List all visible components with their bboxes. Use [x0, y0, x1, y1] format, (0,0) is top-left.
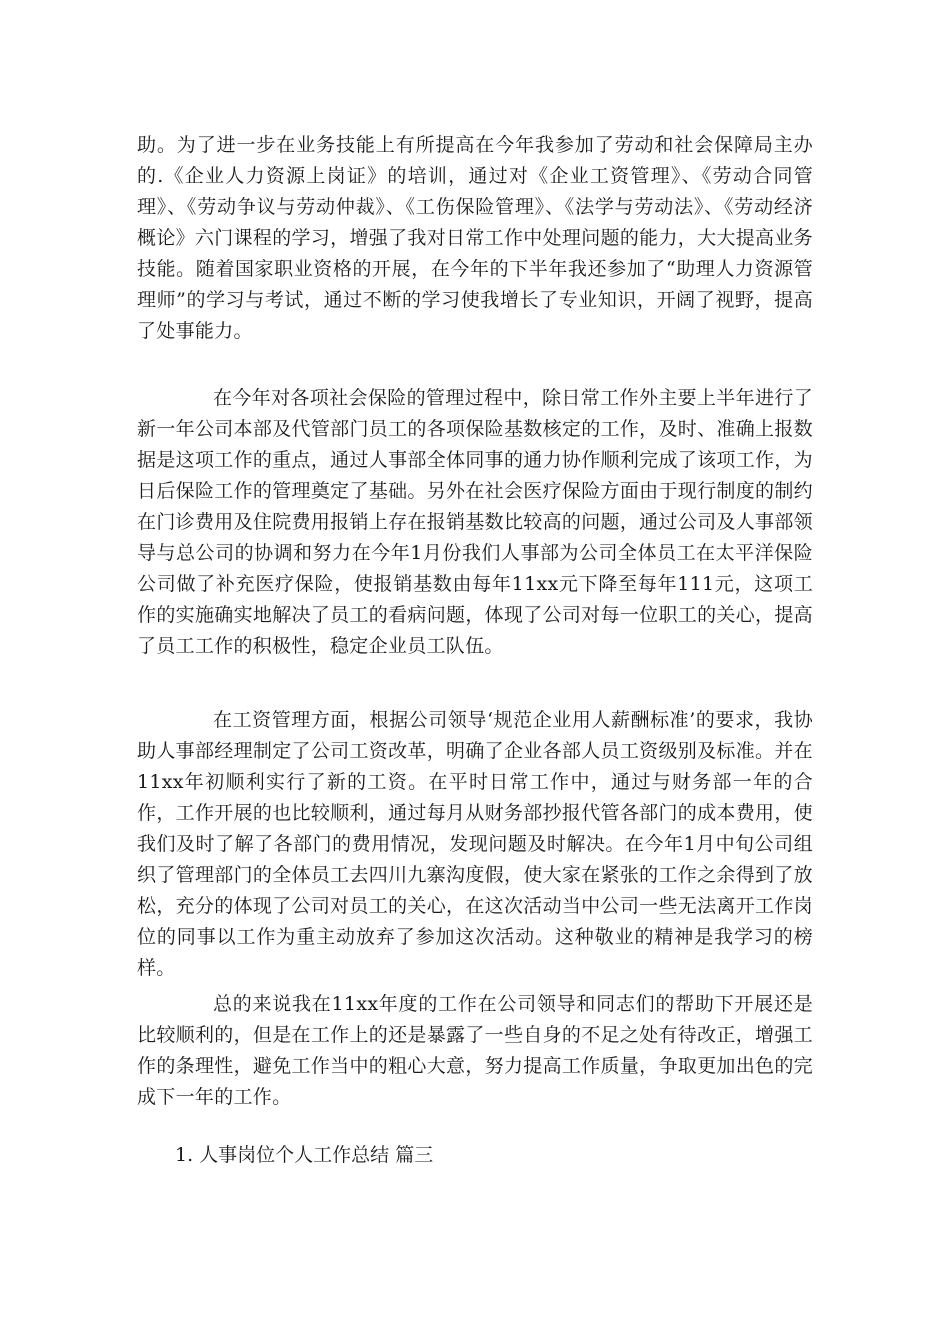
paragraph-training: 助。为了进一步在业务技能上有所提高在今年我参加了劳动和社会保障局主办的.《企业人力资源上岗证》的培训，通过对《企业工资管理》、《劳动合同管理》、《劳动争议与劳动仲裁》、《工伤保险管理》、《法学与劳动法》、《劳动经济概论》六门课程的学习，增强了我对日常工作中处理问题的能力，大大提高业务技能。随着国家职业资格的开展，在今年的下半年我还参加了“助理人力资源管理师”的学习与考试，通过不断的学习使我增长了专业知识，开阔了视野，提高了处事能力。	[137, 134, 813, 342]
paragraph-summary: 总的来说我在11xx年度的工作在公司领导和同志们的帮助下开展还是比较顺利的，但是在工作上的还是暴露了一些自身的不足之处有待改正，增强工作的条理性，避免工作当中的粗心大意，努力提高工作质量，争取更加出色的完成下一年的工作。	[137, 993, 813, 1108]
section-heading: 1. 人事岗位个人工作总结 篇三	[175, 1144, 434, 1166]
paragraph-social-insurance: 在今年对各项社会保险的管理过程中，除日常工作外主要上半年进行了新一年公司本部及代管部门员工的各项保险基数核定的工作，及时、准确上报数据是这项工作的重点，通过人事部全体同事的通力协作顺利完成了该项工作，为日后保险工作的管理奠定了基础。另外在社会医疗保险方面由于现行制度的制约在门诊费用及住院费用报销上存在报销基数比较高的问题，通过公司及人事部领导与总公司的协调和努力在今年1月份我们人事部为公司全体员工在太平洋保险公司做了补充医疗保险，使报销基数由每年11xx元下降至每年111元，这项工作的实施确实地解决了员工的看病问题，体现了公司对每一位职工的关心，提高了员工工作的积极性，稳定企业员工队伍。	[137, 387, 813, 657]
paragraph-salary-management: 在工资管理方面，根据公司领导‘规范企业用人薪酬标准’的要求，我协助人事部经理制定了公司工资改革，明确了企业各部人员工资级别及标准。并在11xx年初顺利实行了新的工资。在平时日常工作中，通过与财务部一年的合作，工作开展的也比较顺利，通过每月从财务部抄报代管各部门的成本费用，使我们及时了解了各部门的费用情况，发现问题及时解决。在今年1月中旬公司组织了管理部门的全体员工去四川九寨沟度假，使大家在紧张的工作之余得到了放松，充分的体现了公司对员工的关心，在这次活动当中公司一些无法离开工作岗位的同事以工作为重主动放弃了参加这次活动。这种敬业的精神是我学习的榜样。	[137, 709, 813, 979]
